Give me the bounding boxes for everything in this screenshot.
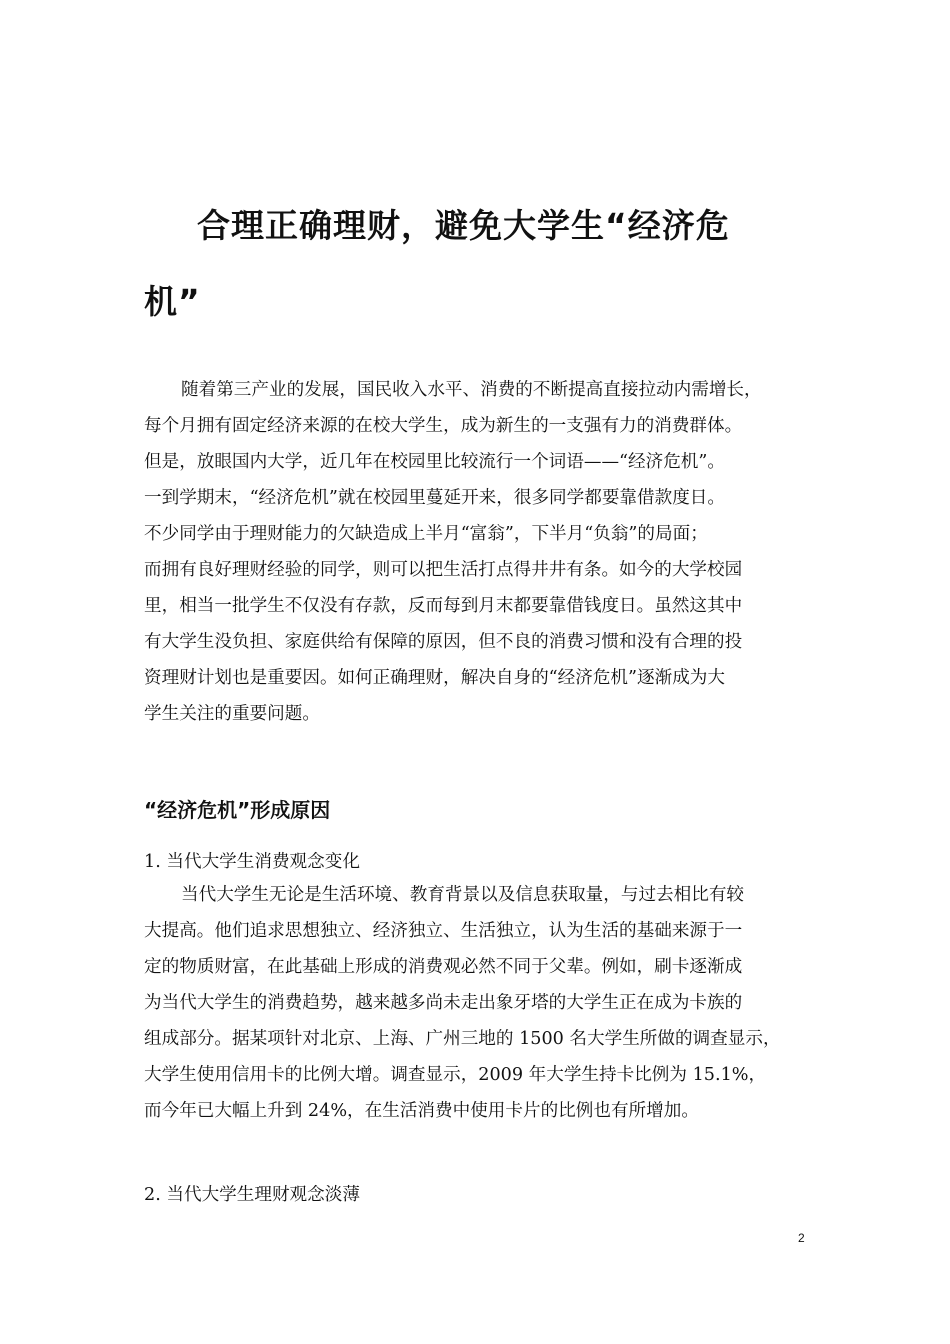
subheading-financial-awareness: 2. 当代大学生理财观念淡薄	[144, 1185, 360, 1205]
paragraph-line: 但是，放眼国内大学，近几年在校园里比较流行一个词语——“经济危机”。	[144, 452, 725, 472]
paragraph-line: 学生关注的重要问题。	[144, 704, 320, 724]
paragraph-line: 一到学期末，“经济危机”就在校园里蔓延开来，很多同学都要靠借款度日。	[144, 488, 725, 508]
paragraph-line: 大提高。他们追求思想独立、经济独立、生活独立，认为生活的基础来源于一	[144, 921, 743, 941]
paragraph-line: 定的物质财富，在此基础上形成的消费观必然不同于父辈。例如，刷卡逐渐成	[144, 957, 743, 977]
paragraph-line: 组成部分。据某项针对北京、上海、广州三地的 1500 名大学生所做的调查显示，	[144, 1029, 781, 1049]
paragraph-line: 为当代大学生的消费趋势，越来越多尚未走出象牙塔的大学生正在成为卡族的	[144, 993, 743, 1013]
consumption-paragraph	[144, 877, 816, 1129]
paragraph-line: 每个月拥有固定经济来源的在校大学生，成为新生的一支强有力的消费群体。	[144, 416, 743, 436]
paragraph-line: 随着第三产业的发展，国民收入水平、消费的不断提高直接拉动内需增长，	[181, 380, 762, 400]
paragraph-line: 当代大学生无论是生活环境、教育背景以及信息获取量，与过去相比有较	[181, 885, 745, 905]
paragraph-line: 而拥有良好理财经验的同学，则可以把生活打点得井井有条。如今的大学校园	[144, 560, 743, 580]
document-title-line2: 机”	[144, 282, 201, 321]
paragraph-line: 资理财计划也是重要因。如何正确理财，解决自身的“经济危机”逐渐成为大	[144, 668, 725, 688]
intro-paragraph	[144, 372, 816, 732]
paragraph-line: 不少同学由于理财能力的欠缺造成上半月“富翁”，下半月“负翁”的局面；	[144, 524, 708, 544]
section-heading: “经济危机”形成原因	[144, 798, 331, 822]
document-title-line1: 合理正确理财，避免大学生“经济危	[197, 206, 730, 245]
paragraph-line: 有大学生没负担、家庭供给有保障的原因，但不良的消费习惯和没有合理的投	[144, 632, 743, 652]
paragraph-line: 里，相当一批学生不仅没有存款，反而每到月末都要靠借钱度日。虽然这其中	[144, 596, 743, 616]
page-number: 2	[798, 1231, 805, 1245]
paragraph-line: 而今年已大幅上升到 24%，在生活消费中使用卡片的比例也有所增加。	[144, 1101, 699, 1121]
paragraph-line: 大学生使用信用卡的比例大增。调查显示，2009 年大学生持卡比例为 15.1%，	[144, 1065, 767, 1085]
subheading-consumption: 1. 当代大学生消费观念变化	[144, 852, 360, 872]
